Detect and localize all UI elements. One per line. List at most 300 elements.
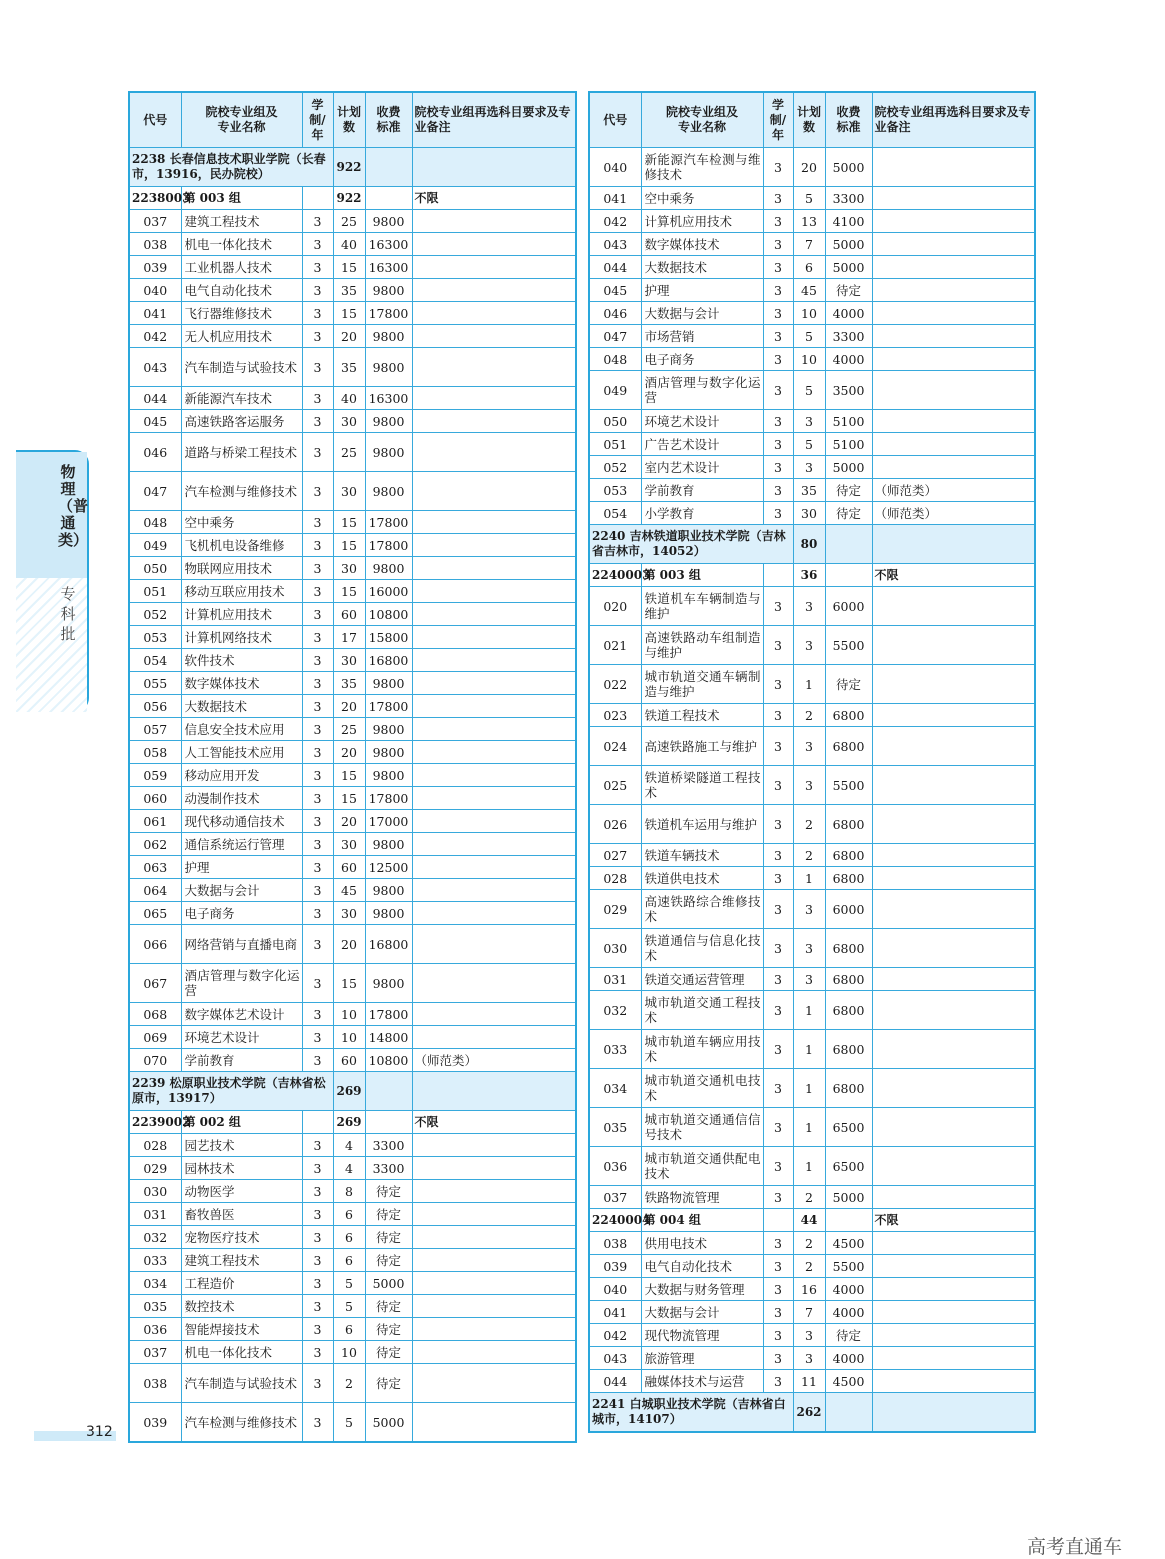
years: 3	[302, 1272, 333, 1295]
major-name: 数字媒体艺术设计	[181, 1003, 302, 1026]
remark	[412, 1026, 576, 1049]
major-row	[589, 968, 1035, 991]
fee: 待定	[825, 279, 872, 302]
major-code: 037	[589, 1186, 641, 1209]
years: 3	[763, 410, 793, 433]
fee-cell	[365, 1111, 412, 1134]
fee: 4000	[825, 1278, 872, 1301]
major-row	[589, 1232, 1035, 1255]
remark	[872, 991, 1035, 1030]
major-code: 043	[589, 1347, 641, 1370]
fee: 9800	[365, 764, 412, 787]
major-row	[589, 890, 1035, 929]
major-code: 036	[589, 1147, 641, 1186]
years: 3	[763, 805, 793, 844]
fee: 6500	[825, 1147, 872, 1186]
group-name: 第 002 组	[181, 1111, 302, 1134]
major-name: 建筑工程技术	[181, 1249, 302, 1272]
remark	[412, 387, 576, 410]
remark	[412, 1295, 576, 1318]
major-row	[589, 1069, 1035, 1108]
fee: 4000	[825, 348, 872, 371]
years-cell	[763, 1209, 793, 1232]
fee: 3300	[365, 1157, 412, 1180]
plan-count: 25	[333, 718, 365, 741]
plan-count: 60	[333, 1049, 365, 1072]
plan-count: 25	[333, 210, 365, 233]
major-name: 无人机应用技术	[181, 325, 302, 348]
major-row	[589, 727, 1035, 766]
major-code: 039	[589, 1255, 641, 1278]
major-row	[129, 302, 576, 325]
plan-count: 30	[793, 502, 825, 525]
major-code: 033	[589, 1030, 641, 1069]
plan-count: 6	[333, 1226, 365, 1249]
fee: 5100	[825, 410, 872, 433]
major-code: 046	[589, 302, 641, 325]
years: 3	[302, 787, 333, 810]
years: 3	[763, 1108, 793, 1147]
major-code: 040	[129, 279, 181, 302]
major-name: 建筑工程技术	[181, 210, 302, 233]
years: 3	[302, 410, 333, 433]
major-code: 048	[589, 348, 641, 371]
fee: 5500	[825, 766, 872, 805]
remark	[872, 456, 1035, 479]
years: 3	[763, 867, 793, 890]
major-name: 市场营销	[641, 325, 763, 348]
group-row	[589, 564, 1035, 587]
major-row	[589, 325, 1035, 348]
plan-count: 3	[793, 626, 825, 665]
remark	[872, 233, 1035, 256]
plan-count: 2	[793, 844, 825, 867]
plan-count: 15	[333, 534, 365, 557]
remark	[412, 325, 576, 348]
remark	[412, 210, 576, 233]
major-row	[129, 787, 576, 810]
institution-name: 2240 吉林铁道职业技术学院（吉林省吉林市，14052）	[589, 525, 793, 564]
years: 3	[302, 210, 333, 233]
major-row	[129, 233, 576, 256]
remark	[412, 1364, 576, 1403]
major-row	[589, 148, 1035, 187]
years-cell	[302, 187, 333, 210]
fee: 9800	[365, 433, 412, 472]
major-name: 计算机网络技术	[181, 626, 302, 649]
header-plan: 计划数	[333, 92, 365, 148]
plan-count: 5	[333, 1295, 365, 1318]
fee: 16800	[365, 925, 412, 964]
major-name: 小学教育	[641, 502, 763, 525]
major-name: 数控技术	[181, 1295, 302, 1318]
major-name: 大数据与会计	[641, 1301, 763, 1324]
major-name: 环境艺术设计	[641, 410, 763, 433]
major-row	[589, 410, 1035, 433]
remark	[872, 302, 1035, 325]
fee: 6500	[825, 1108, 872, 1147]
institution-row	[129, 1072, 576, 1111]
plan-count: 13	[793, 210, 825, 233]
major-row	[129, 810, 576, 833]
major-row	[129, 718, 576, 741]
major-row	[129, 626, 576, 649]
fee: 16300	[365, 387, 412, 410]
major-name: 汽车检测与维修技术	[181, 1403, 302, 1443]
remark	[872, 1186, 1035, 1209]
remark	[872, 1370, 1035, 1393]
years: 3	[302, 387, 333, 410]
major-code: 049	[589, 371, 641, 410]
plan-count: 15	[333, 764, 365, 787]
years: 3	[763, 148, 793, 187]
fee: 16300	[365, 256, 412, 279]
major-name: 动物医学	[181, 1180, 302, 1203]
remark	[412, 1403, 576, 1443]
major-code: 055	[129, 672, 181, 695]
major-name: 电子商务	[641, 348, 763, 371]
fee: 4000	[825, 1301, 872, 1324]
major-row	[589, 456, 1035, 479]
major-name: 城市轨道交通车辆制造与维护	[641, 665, 763, 704]
plan-count: 2	[793, 1255, 825, 1278]
major-code: 061	[129, 810, 181, 833]
major-row	[129, 1180, 576, 1203]
fee: 3500	[825, 371, 872, 410]
years: 3	[302, 649, 333, 672]
major-code: 030	[129, 1180, 181, 1203]
plan-count: 6	[333, 1203, 365, 1226]
major-code: 041	[589, 187, 641, 210]
years: 3	[763, 456, 793, 479]
major-row	[589, 991, 1035, 1030]
plan-count: 3	[793, 766, 825, 805]
major-name: 铁道车辆技术	[641, 844, 763, 867]
major-name: 汽车检测与维修技术	[181, 472, 302, 511]
plan-count: 6	[333, 1318, 365, 1341]
remark	[412, 1226, 576, 1249]
plan-count: 8	[333, 1180, 365, 1203]
remark	[872, 1030, 1035, 1069]
remark	[872, 256, 1035, 279]
major-row	[589, 867, 1035, 890]
remark	[412, 279, 576, 302]
major-name: 酒店管理与数字化运营	[641, 371, 763, 410]
major-row	[129, 1049, 576, 1072]
major-code: 049	[129, 534, 181, 557]
major-row	[129, 410, 576, 433]
major-code: 065	[129, 902, 181, 925]
plan-count: 269	[333, 1111, 365, 1134]
major-name: 酒店管理与数字化运营	[181, 964, 302, 1003]
remark	[412, 902, 576, 925]
fee: 9800	[365, 718, 412, 741]
plan-count: 5	[793, 325, 825, 348]
remark	[412, 603, 576, 626]
years: 3	[763, 1069, 793, 1108]
major-code: 028	[589, 867, 641, 890]
major-row	[589, 502, 1035, 525]
years: 3	[302, 1026, 333, 1049]
fee: 6000	[825, 587, 872, 626]
remark	[872, 433, 1035, 456]
remark	[872, 587, 1035, 626]
fee: 9800	[365, 964, 412, 1003]
plan-count: 16	[793, 1278, 825, 1301]
major-name: 机电一体化技术	[181, 1341, 302, 1364]
major-code: 041	[589, 1301, 641, 1324]
years: 3	[302, 534, 333, 557]
major-name: 护理	[641, 279, 763, 302]
major-name: 铁道交通运营管理	[641, 968, 763, 991]
years: 3	[302, 1249, 333, 1272]
years: 3	[302, 856, 333, 879]
major-name: 智能焊接技术	[181, 1318, 302, 1341]
major-name: 铁道供电技术	[641, 867, 763, 890]
fee: 17800	[365, 787, 412, 810]
remark: （师范类）	[872, 479, 1035, 502]
major-code: 028	[129, 1134, 181, 1157]
fee: 5500	[825, 626, 872, 665]
header-remark: 院校专业组再选科目要求及专业备注	[872, 92, 1035, 148]
plan-count: 10	[793, 302, 825, 325]
years: 3	[763, 1278, 793, 1301]
remark	[412, 787, 576, 810]
major-code: 026	[589, 805, 641, 844]
fee: 9800	[365, 902, 412, 925]
remark	[872, 626, 1035, 665]
remark	[872, 325, 1035, 348]
plan-count: 30	[333, 472, 365, 511]
major-name: 旅游管理	[641, 1347, 763, 1370]
group-name: 第 003 组	[181, 187, 302, 210]
major-name: 大数据与财务管理	[641, 1278, 763, 1301]
fee: 5000	[825, 1186, 872, 1209]
fee: 5000	[825, 148, 872, 187]
plan-count: 4	[333, 1157, 365, 1180]
major-name: 供用电技术	[641, 1232, 763, 1255]
remark	[412, 557, 576, 580]
major-row	[129, 1272, 576, 1295]
remark	[412, 1272, 576, 1295]
fee: 14800	[365, 1026, 412, 1049]
major-row	[129, 741, 576, 764]
remark	[872, 371, 1035, 410]
fee: 待定	[365, 1180, 412, 1203]
major-code: 023	[589, 704, 641, 727]
plan-count: 45	[793, 279, 825, 302]
plan-count: 3	[793, 587, 825, 626]
plan-count: 1	[793, 1147, 825, 1186]
major-name: 大数据与会计	[641, 302, 763, 325]
major-code: 063	[129, 856, 181, 879]
remark	[412, 856, 576, 879]
major-name: 城市轨道交通通信信号技术	[641, 1108, 763, 1147]
plan-count: 2	[793, 1186, 825, 1209]
years: 3	[763, 348, 793, 371]
fee: 待定	[825, 665, 872, 704]
major-name: 电气自动化技术	[641, 1255, 763, 1278]
major-code: 059	[129, 764, 181, 787]
years: 3	[302, 1403, 333, 1443]
years: 3	[302, 1203, 333, 1226]
major-name: 大数据技术	[181, 695, 302, 718]
major-code: 034	[589, 1069, 641, 1108]
major-row	[129, 511, 576, 534]
fee: 16300	[365, 233, 412, 256]
major-row	[129, 1295, 576, 1318]
major-name: 铁道通信与信息化技术	[641, 929, 763, 968]
fee: 12500	[365, 856, 412, 879]
years: 3	[302, 1341, 333, 1364]
major-code: 052	[129, 603, 181, 626]
major-name: 铁道工程技术	[641, 704, 763, 727]
remark-cell	[872, 525, 1035, 564]
remark	[872, 665, 1035, 704]
years: 3	[302, 1049, 333, 1072]
years: 3	[302, 233, 333, 256]
major-name: 宠物医疗技术	[181, 1226, 302, 1249]
major-code: 044	[589, 256, 641, 279]
major-row	[589, 844, 1035, 867]
years: 3	[763, 479, 793, 502]
major-code: 029	[589, 890, 641, 929]
fee: 17800	[365, 1003, 412, 1026]
remark	[872, 844, 1035, 867]
remark	[872, 1278, 1035, 1301]
years: 3	[302, 626, 333, 649]
major-code: 042	[129, 325, 181, 348]
years: 3	[302, 718, 333, 741]
major-row	[589, 1278, 1035, 1301]
major-row	[589, 256, 1035, 279]
remark	[412, 302, 576, 325]
major-code: 047	[129, 472, 181, 511]
plan-count: 269	[333, 1072, 365, 1111]
plan-count: 2	[333, 1364, 365, 1403]
major-row	[589, 1347, 1035, 1370]
major-row	[589, 1301, 1035, 1324]
remark	[412, 695, 576, 718]
major-name: 现代物流管理	[641, 1324, 763, 1347]
fee: 待定	[365, 1341, 412, 1364]
major-row	[129, 833, 576, 856]
years: 3	[763, 727, 793, 766]
years: 3	[763, 1347, 793, 1370]
major-name: 数字媒体技术	[181, 672, 302, 695]
fee: 5100	[825, 433, 872, 456]
remark	[412, 1180, 576, 1203]
remark	[872, 1108, 1035, 1147]
plan-count: 3	[793, 410, 825, 433]
fee-cell	[825, 525, 872, 564]
fee: 9800	[365, 348, 412, 387]
major-row	[129, 1203, 576, 1226]
years: 3	[763, 279, 793, 302]
years: 3	[763, 256, 793, 279]
remark	[872, 1301, 1035, 1324]
major-name: 大数据与会计	[181, 879, 302, 902]
major-row	[129, 1226, 576, 1249]
years: 3	[302, 325, 333, 348]
years: 3	[302, 695, 333, 718]
plan-count: 6	[333, 1249, 365, 1272]
years: 3	[763, 991, 793, 1030]
years-cell	[302, 1111, 333, 1134]
major-row	[129, 433, 576, 472]
institution-name: 2239 松原职业技术学院（吉林省松原市，13917）	[129, 1072, 333, 1111]
fee: 9800	[365, 557, 412, 580]
years: 3	[302, 1364, 333, 1403]
remark	[872, 704, 1035, 727]
plan-count: 36	[793, 564, 825, 587]
fee: 9800	[365, 472, 412, 511]
fee: 6800	[825, 968, 872, 991]
years: 3	[763, 302, 793, 325]
major-row	[589, 433, 1035, 456]
remark	[412, 580, 576, 603]
major-name: 电子商务	[181, 902, 302, 925]
remark	[412, 649, 576, 672]
fee: 10800	[365, 603, 412, 626]
major-name: 飞行器维修技术	[181, 302, 302, 325]
years: 3	[763, 1255, 793, 1278]
major-code: 067	[129, 964, 181, 1003]
fee: 待定	[825, 1324, 872, 1347]
years: 3	[302, 764, 333, 787]
major-name: 高速铁路动车组制造与维护	[641, 626, 763, 665]
major-name: 通信系统运行管理	[181, 833, 302, 856]
major-code: 058	[129, 741, 181, 764]
plan-count: 35	[333, 348, 365, 387]
major-code: 039	[129, 256, 181, 279]
major-code: 060	[129, 787, 181, 810]
years: 3	[302, 433, 333, 472]
remark	[412, 1249, 576, 1272]
subject-requirement: 不限	[872, 1209, 1035, 1232]
remark	[412, 256, 576, 279]
years: 3	[302, 1134, 333, 1157]
major-row	[129, 764, 576, 787]
admission-table-right	[588, 91, 1036, 1433]
major-name: 移动应用开发	[181, 764, 302, 787]
remark	[872, 279, 1035, 302]
plan-count: 3	[793, 929, 825, 968]
major-row	[129, 1026, 576, 1049]
plan-count: 35	[333, 279, 365, 302]
major-row	[589, 587, 1035, 626]
fee: 4000	[825, 1347, 872, 1370]
plan-count: 2	[793, 704, 825, 727]
major-code: 021	[589, 626, 641, 665]
years: 3	[302, 964, 333, 1003]
remark	[412, 410, 576, 433]
major-name: 网络营销与直播电商	[181, 925, 302, 964]
remark	[412, 879, 576, 902]
major-name: 移动互联应用技术	[181, 580, 302, 603]
major-code: 030	[589, 929, 641, 968]
remark: （师范类）	[412, 1049, 576, 1072]
major-name: 工程造价	[181, 1272, 302, 1295]
major-row	[129, 387, 576, 410]
remark	[412, 1157, 576, 1180]
major-name: 高速铁路综合维修技术	[641, 890, 763, 929]
years: 3	[302, 1180, 333, 1203]
fee: 9800	[365, 410, 412, 433]
major-name: 铁道机车车辆制造与维护	[641, 587, 763, 626]
years: 3	[302, 810, 333, 833]
years: 3	[763, 587, 793, 626]
